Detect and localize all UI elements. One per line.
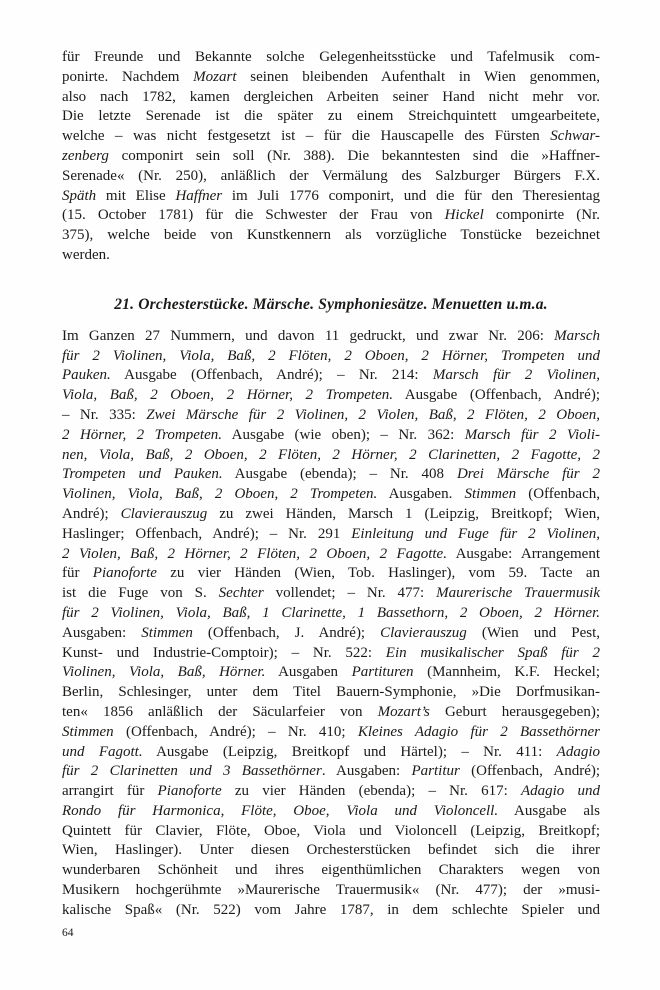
text-line: Kunst- und Industrie-Comptoir); – Nr. 522: Ein musikalischer Spaß für 2 [62, 644, 600, 661]
text-line: wunderbaren Schönheit und ihres eigenthümlichen Charakters wegen von [62, 862, 600, 879]
text-line: Trompeten und Pauken. Ausgabe (ebenda); – Nr. 408 Drei Märsche für 2 [62, 466, 601, 483]
text-line: Violinen, Viola, Baß, Hörner. Ausgaben Partituren (Mannheim, K.F. Heckel; [62, 664, 600, 681]
text-block [62, 48, 600, 921]
section-heading: 21. Orchesterstücke. Märsche. Symphoniesätze. Menuetten u.m.a. [114, 295, 548, 313]
text-line: Serenade« (Nr. 250), anläßlich der Vermälung des Salzburger Bürgers F.X. [62, 167, 600, 184]
text-line: Pauken. Ausgabe (Offenbach, André); – Nr. 214: Marsch für 2 Violinen, [62, 367, 600, 384]
text-line: 375), welche beide von Kunstkennern als vorzügliche Tonstücke bezeichnet [62, 227, 600, 244]
text-line: ist die Fuge von S. Sechter vollendet; – Nr. 477: Maurerische Trauermusik [62, 585, 600, 602]
text-line: 2 Violen, Baß, 2 Hörner, 2 Flöten, 2 Oboen, 2 Fagotte. Ausgabe: Arrangement [62, 545, 600, 562]
text-line: für 2 Clarinetten und 3 Bassethörner. Ausgaben: Partitur (Offenbach, André); [62, 763, 601, 780]
text-line: ponirte. Nachdem Mozart seinen bleibenden Aufenthalt in Wien genommen, [62, 68, 600, 85]
text-line: Berlin, Schlesinger, unter dem Titel Bauern-Symphonie, »Die Dorfmusikan- [62, 684, 600, 701]
paragraph-1 [62, 48, 600, 266]
text-line: Wien, Haslinger). Unter diesen Orchesterstücken befindet sich die ihrer [62, 842, 600, 859]
text-line: also nach 1782, kamen dergleichen Arbeiten seiner Hand nicht mehr vor. [62, 88, 600, 105]
text-line: Violinen, Viola, Baß, 2 Oboen, 2 Trompeten. Ausgaben. Stimmen (Offenbach, [62, 486, 600, 503]
text-line: für 2 Violinen, Viola, Baß, 2 Flöten, 2 Oboen, 2 Hörner, Trompeten und [62, 347, 600, 364]
text-line: (15. October 1781) für die Schwester der Frau von Hickel componirte (Nr. [62, 207, 600, 224]
page-number: 64 [62, 927, 74, 939]
text-line: 2 Hörner, 2 Trompeten. Ausgabe (wie oben); – Nr. 362: Marsch für 2 Violi- [62, 426, 600, 443]
text-line: und Fagott. Ausgabe (Leipzig, Breitkopf und Härtel); – Nr. 411: Adagio [62, 743, 600, 760]
text-line: Musikern hochgerühmte »Maurerische Trauermusik« (Nr. 477); der »musi- [62, 882, 600, 899]
text-line: für Pianoforte zu vier Händen (Wien, Tob. Haslinger), vom 59. Tacte an [62, 565, 600, 582]
text-line: werden. [62, 246, 110, 263]
text-line: Haslinger; Offenbach, André); – Nr. 291 Einleitung und Fuge für 2 Violinen, [62, 525, 601, 542]
text-line: kalische Spaß« (Nr. 522) vom Jahre 1787, in dem schlechte Spieler und [62, 901, 600, 918]
text-line: für Freunde und Bekannte solche Gelegenheitsstücke und Tafelmusik com- [62, 49, 600, 65]
text-line: Ausgaben: Stimmen (Offenbach, J. André); Clavierauszug (Wien und Pest, [62, 624, 600, 641]
paragraph-2 [62, 327, 600, 921]
text-line: Rondo für Harmonica, Flöte, Oboe, Viola und Violoncell. Ausgabe als [62, 802, 600, 819]
text-line: nen, Viola, Baß, 2 Oboen, 2 Flöten, 2 Hörner, 2 Clarinetten, 2 Fagotte, 2 [62, 446, 600, 463]
text-line: Späth mit Elise Haffner im Juli 1776 componirt, und die für den Theresientag [62, 187, 600, 204]
text-line: Die letzte Serenade ist die später zu einem Streichquintett umgearbeitete, [62, 108, 600, 125]
text-line: Stimmen (Offenbach, André); – Nr. 410; Kleines Adagio für 2 Bassethörner [62, 723, 600, 740]
text-line: arrangirt für Pianoforte zu vier Händen (ebenda); – Nr. 617: Adagio und [62, 783, 600, 800]
text-line: – Nr. 335: Zwei Märsche für 2 Violinen, 2 Violen, Baß, 2 Flöten, 2 Oboen, [62, 406, 600, 423]
text-line: Im Ganzen 27 Nummern, und davon 11 gedruckt, und zwar Nr. 206: Marsch [62, 327, 600, 344]
text-line: für 2 Violinen, Viola, Baß, 1 Clarinette, 1 Bassethorn, 2 Oboen, 2 Hörner. [62, 604, 600, 621]
text-line: André); Clavierauszug zu zwei Händen, Marsch 1 (Leipzig, Breitkopf; Wien, [62, 505, 600, 522]
text-line: zenberg componirt sein soll (Nr. 388). Die bekanntesten sind die »Haffner- [62, 147, 600, 164]
text-line: welche – was nicht festgesetzt ist – für die Hauscapelle des Fürsten Schwar- [62, 128, 600, 145]
text-line: Viola, Baß, 2 Oboen, 2 Hörner, 2 Trompeten. Ausgabe (Offenbach, André); [62, 387, 601, 404]
text-line: ten« 1856 anläßlich der Säcularfeier von Mozart’s Geburt herausgegeben); [62, 703, 601, 720]
text-line: Quintett für Clavier, Flöte, Oboe, Viola und Violoncell (Leipzig, Breitkopf; [62, 822, 600, 839]
